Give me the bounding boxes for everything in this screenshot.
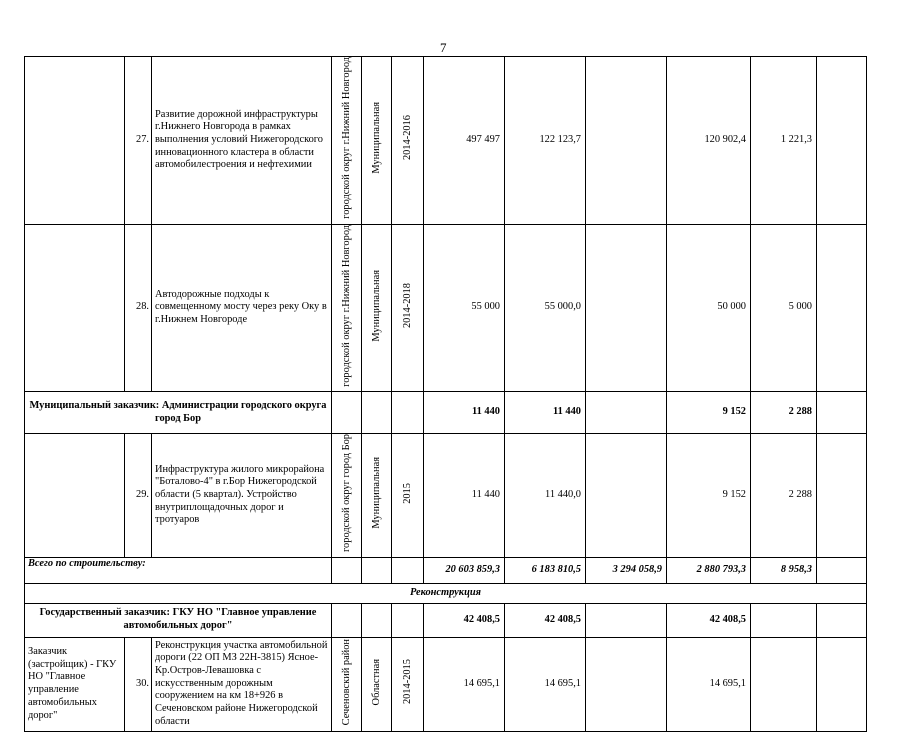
table-row-27 <box>25 57 867 225</box>
customer-cell <box>25 434 125 558</box>
years-cell: 2014-2018 <box>392 224 424 392</box>
total-construction-row <box>25 557 867 583</box>
total-cost: 20 603 859,3 <box>424 557 505 583</box>
col4-value: 2 880 793,3 <box>667 557 751 583</box>
section-header-row <box>25 583 867 603</box>
object-name: Автодорожные подходы к совмещенному мосту через реку Оку в г.Нижнем Новгороде <box>152 224 332 392</box>
total-cost: 42 408,5 <box>424 603 505 637</box>
col3-value <box>586 637 667 731</box>
district-cell: городской округ г.Нижний Новгород <box>332 57 362 225</box>
col6-value <box>817 57 867 225</box>
total-cost: 55 000 <box>424 224 505 392</box>
table-row-30 <box>25 637 867 731</box>
row-index: 30. <box>125 637 152 731</box>
years-cell: 2014-2015 <box>392 637 424 731</box>
col6-value <box>817 434 867 558</box>
ownership-cell: Муниципальная <box>362 57 392 225</box>
customer-cell <box>25 224 125 392</box>
row-index: 28. <box>125 224 152 392</box>
col5-value: 2 288 <box>751 392 817 434</box>
col5-value: 5 000 <box>751 224 817 392</box>
total-label: Всего по строительству: <box>25 557 332 583</box>
col2-value: 11 440,0 <box>505 434 586 558</box>
col5-value: 1 221,3 <box>751 57 817 225</box>
col4-value: 42 408,5 <box>667 603 751 637</box>
col4-value: 120 902,4 <box>667 57 751 225</box>
total-cost: 14 695,1 <box>424 637 505 731</box>
table-row-28 <box>25 224 867 392</box>
col2-value: 6 183 810,5 <box>505 557 586 583</box>
total-cost: 11 440 <box>424 392 505 434</box>
col4-value: 9 152 <box>667 392 751 434</box>
col4-value: 14 695,1 <box>667 637 751 731</box>
ownership-cell: Муниципальная <box>362 224 392 392</box>
row-index: 27. <box>125 57 152 225</box>
object-name: Развитие дорожной инфраструктуры г.Нижнего Новгорода в рамках выполнения условий Нижегородского инновационного кластера в области автомобилестроения и нефтехимии <box>152 57 332 225</box>
total-cost: 497 497 <box>424 57 505 225</box>
col6-value <box>817 224 867 392</box>
customer-label: Государственный заказчик: ГКУ НО "Главное управление автомобильных дорог" <box>25 603 332 637</box>
years-cell: 2015 <box>392 434 424 558</box>
col2-value: 14 695,1 <box>505 637 586 731</box>
customer-cell: Заказчик (застройщик) - ГКУ НО "Главное управление автомобильных дорог" <box>25 637 125 731</box>
ownership-cell: Муниципальная <box>362 434 392 558</box>
col3-value <box>586 434 667 558</box>
col2-value: 55 000,0 <box>505 224 586 392</box>
district-cell: Сеченовский район <box>332 637 362 731</box>
col4-value: 9 152 <box>667 434 751 558</box>
customer-group-row-bor <box>25 392 867 434</box>
object-name: Инфраструктура жилого микрорайона "Боталово-4" в г.Бор Нижегородской области (5 квартал). Устройство внутриплощадочных дорог и тротуаров <box>152 434 332 558</box>
row-index: 29. <box>125 434 152 558</box>
district-cell: городской округ г.Нижний Новгород <box>332 224 362 392</box>
col2-value: 122 123,7 <box>505 57 586 225</box>
page-number: 7 <box>440 40 447 55</box>
col3-value <box>586 57 667 225</box>
section-title: Реконструкция <box>25 583 867 603</box>
years-cell: 2014-2016 <box>392 57 424 225</box>
table-row-29 <box>25 434 867 558</box>
col5-value: 2 288 <box>751 434 817 558</box>
customer-cell <box>25 57 125 225</box>
customer-group-row-gku <box>25 603 867 637</box>
investment-table <box>24 56 867 732</box>
col4-value: 50 000 <box>667 224 751 392</box>
district-cell: городской округ город Бор <box>332 434 362 558</box>
col3-value: 3 294 058,9 <box>586 557 667 583</box>
col5-value <box>751 637 817 731</box>
customer-label: Муниципальный заказчик: Администрации городского округа город Бор <box>25 392 332 434</box>
col3-value <box>586 224 667 392</box>
col6-value <box>817 637 867 731</box>
total-cost: 11 440 <box>424 434 505 558</box>
ownership-cell: Областная <box>362 637 392 731</box>
col2-value: 11 440 <box>505 392 586 434</box>
col2-value: 42 408,5 <box>505 603 586 637</box>
object-name: Реконструкция участка автомобильной дороги (22 ОП МЗ 22Н-3815) Ясное-Кр.Остров-Левашовка с искусственным дорожным сооружением на км 18+926 в Сеченовском районе Нижегородской области <box>152 637 332 731</box>
col5-value: 8 958,3 <box>751 557 817 583</box>
